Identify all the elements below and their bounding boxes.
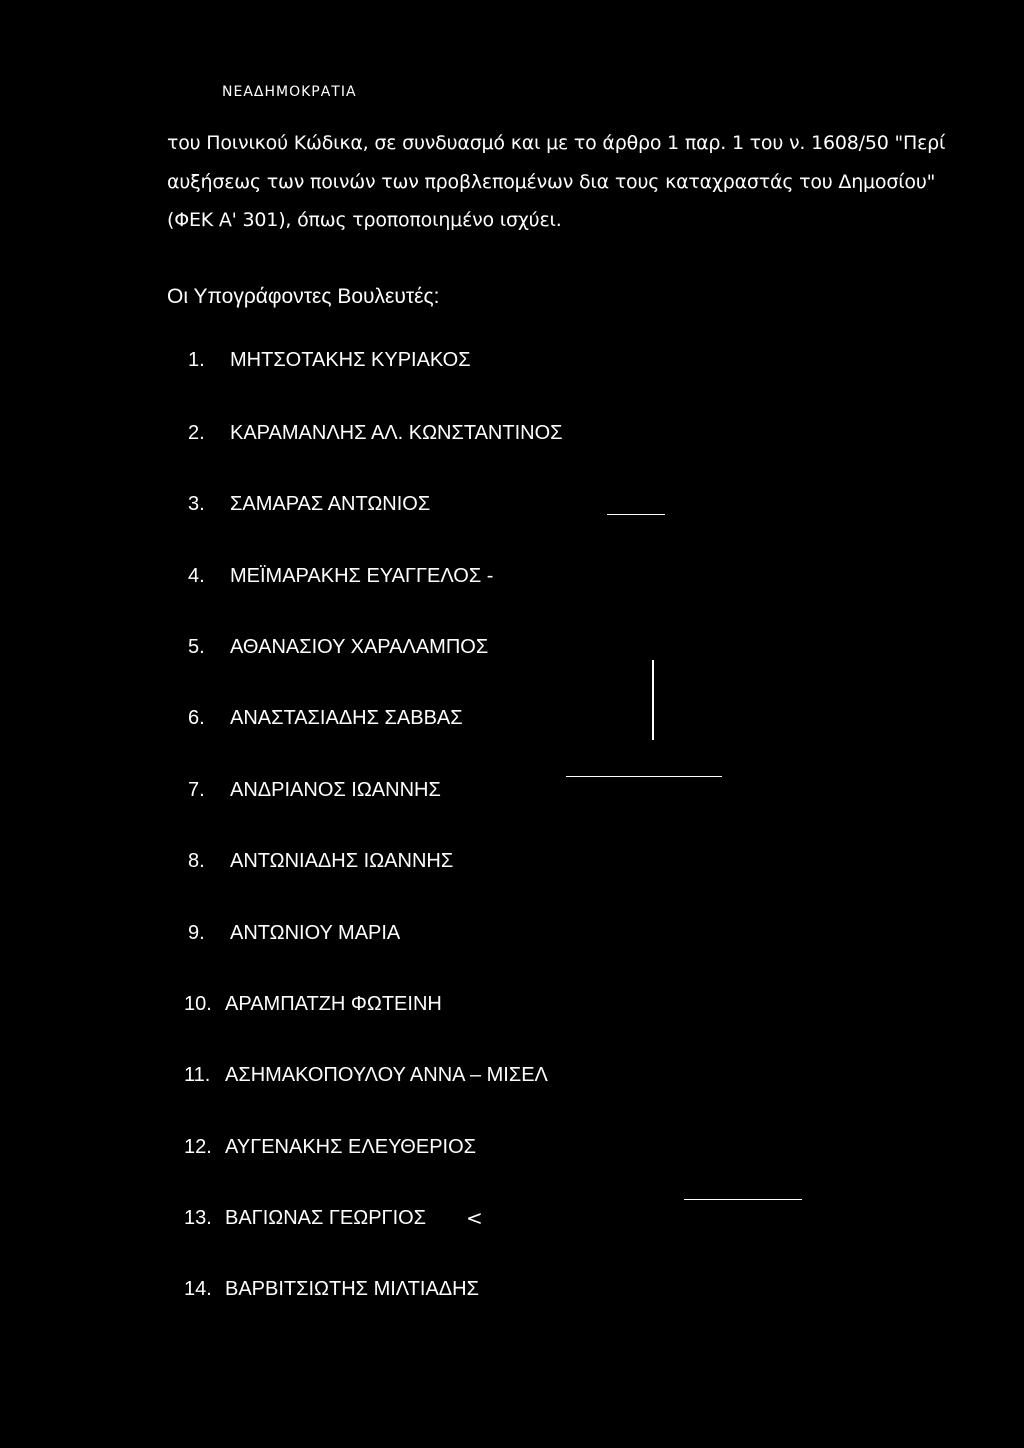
signer-number: 5. [188,636,205,658]
signer-item [188,779,441,802]
signer-number: 14. [184,1278,212,1300]
paragraph-line: του Ποινικού Κώδικα, σε συνδυασμό και με το άρθρο 1 παρ. 1 του ν. 1608/50 "Περί [167,132,946,154]
signer-number: 4. [188,565,205,587]
signer-number: 3. [188,493,205,515]
signer-item [188,493,430,516]
signer-name: ΚΑΡΑΜΑΝΛΗΣ ΑΛ. ΚΩΝΣΤΑΝΤΙΝΟΣ [230,422,563,444]
signer-item [184,1064,548,1087]
signer-item [184,1207,427,1230]
signer-name: ΑΘΑΝΑΣΙΟΥ ΧΑΡΑΛΑΜΠΟΣ [230,636,489,658]
signer-name: ΑΥΓΕΝΑΚΗΣ ΕΛΕΥΘΕΡΙΟΣ [225,1136,477,1158]
signer-number: 1. [188,349,205,371]
signature-stroke [652,660,654,740]
signer-item [184,1278,479,1301]
signer-name: ΜΕΪΜΑΡΑΚΗΣ ΕΥΑΓΓΕΛΟΣ - [230,565,494,587]
signature-stroke [566,776,722,777]
signer-name: ΣΑΜΑΡΑΣ ΑΝΤΩΝΙΟΣ [230,493,431,515]
signer-item [184,1136,477,1159]
signer-item [188,565,493,588]
signer-name: ΒΑΡΒΙΤΣΙΩΤΗΣ ΜΙΛΤΙΑΔΗΣ [225,1278,479,1300]
signers-heading: Οι Υπογράφοντες Βουλευτές: [167,285,440,308]
signer-number: 11. [184,1064,211,1086]
signer-item [188,922,400,945]
signer-name: ΜΗΤΣΟΤΑΚΗΣ ΚΥΡΙΑΚΟΣ [230,349,471,371]
signer-name: ΑΝΤΩΝΙΑΔΗΣ ΙΩΑΝΝΗΣ [230,850,454,872]
signer-name: ΒΑΓΙΩΝΑΣ ΓΕΩΡΓΙΟΣ [225,1207,427,1229]
signer-number: 13. [184,1207,212,1229]
signer-name: ΑΝΑΣΤΑΣΙΑΔΗΣ ΣΑΒΒΑΣ [230,707,463,729]
signer-number: 2. [188,422,205,444]
paragraph-line: (ΦΕΚ Α' 301), όπως τροποποιημένο ισχύει. [167,209,562,231]
paragraph-line: αυξήσεως των ποινών των προβλεπομένων δια τους καταχραστάς του Δημοσίου" [167,170,936,193]
signer-item [184,993,442,1016]
signer-name: ΑΣΗΜΑΚΟΠΟΥΛΟΥ ΑΝΝΑ – ΜΙΣΕΛ [225,1064,548,1086]
signer-name: ΑΡΑΜΠΑΤΖΗ ΦΩΤΕΙΝΗ [225,993,442,1015]
signer-number: 10. [184,993,212,1015]
signer-item [188,850,453,873]
signer-name: ΑΝΤΩΝΙΟΥ ΜΑΡΙΑ [230,922,401,944]
signer-number: 9. [188,922,205,944]
party-header: ΝΕΑΔΗΜΟΚΡΑΤΙΑ [222,84,357,100]
signature-stroke [607,514,665,515]
signature-glyph: < [466,1206,483,1230]
signer-number: 12. [184,1136,212,1158]
legal-paragraph [167,124,946,240]
signer-item [188,707,463,730]
signer-item [188,422,563,445]
signer-number: 8. [188,850,205,872]
signer-number: 6. [188,707,205,729]
signer-item [188,636,488,659]
signer-item [188,349,471,372]
signer-number: 7. [188,779,205,801]
signer-name: ΑΝΔΡΙΑΝΟΣ ΙΩΑΝΝΗΣ [230,779,441,801]
signature-stroke [684,1199,802,1200]
